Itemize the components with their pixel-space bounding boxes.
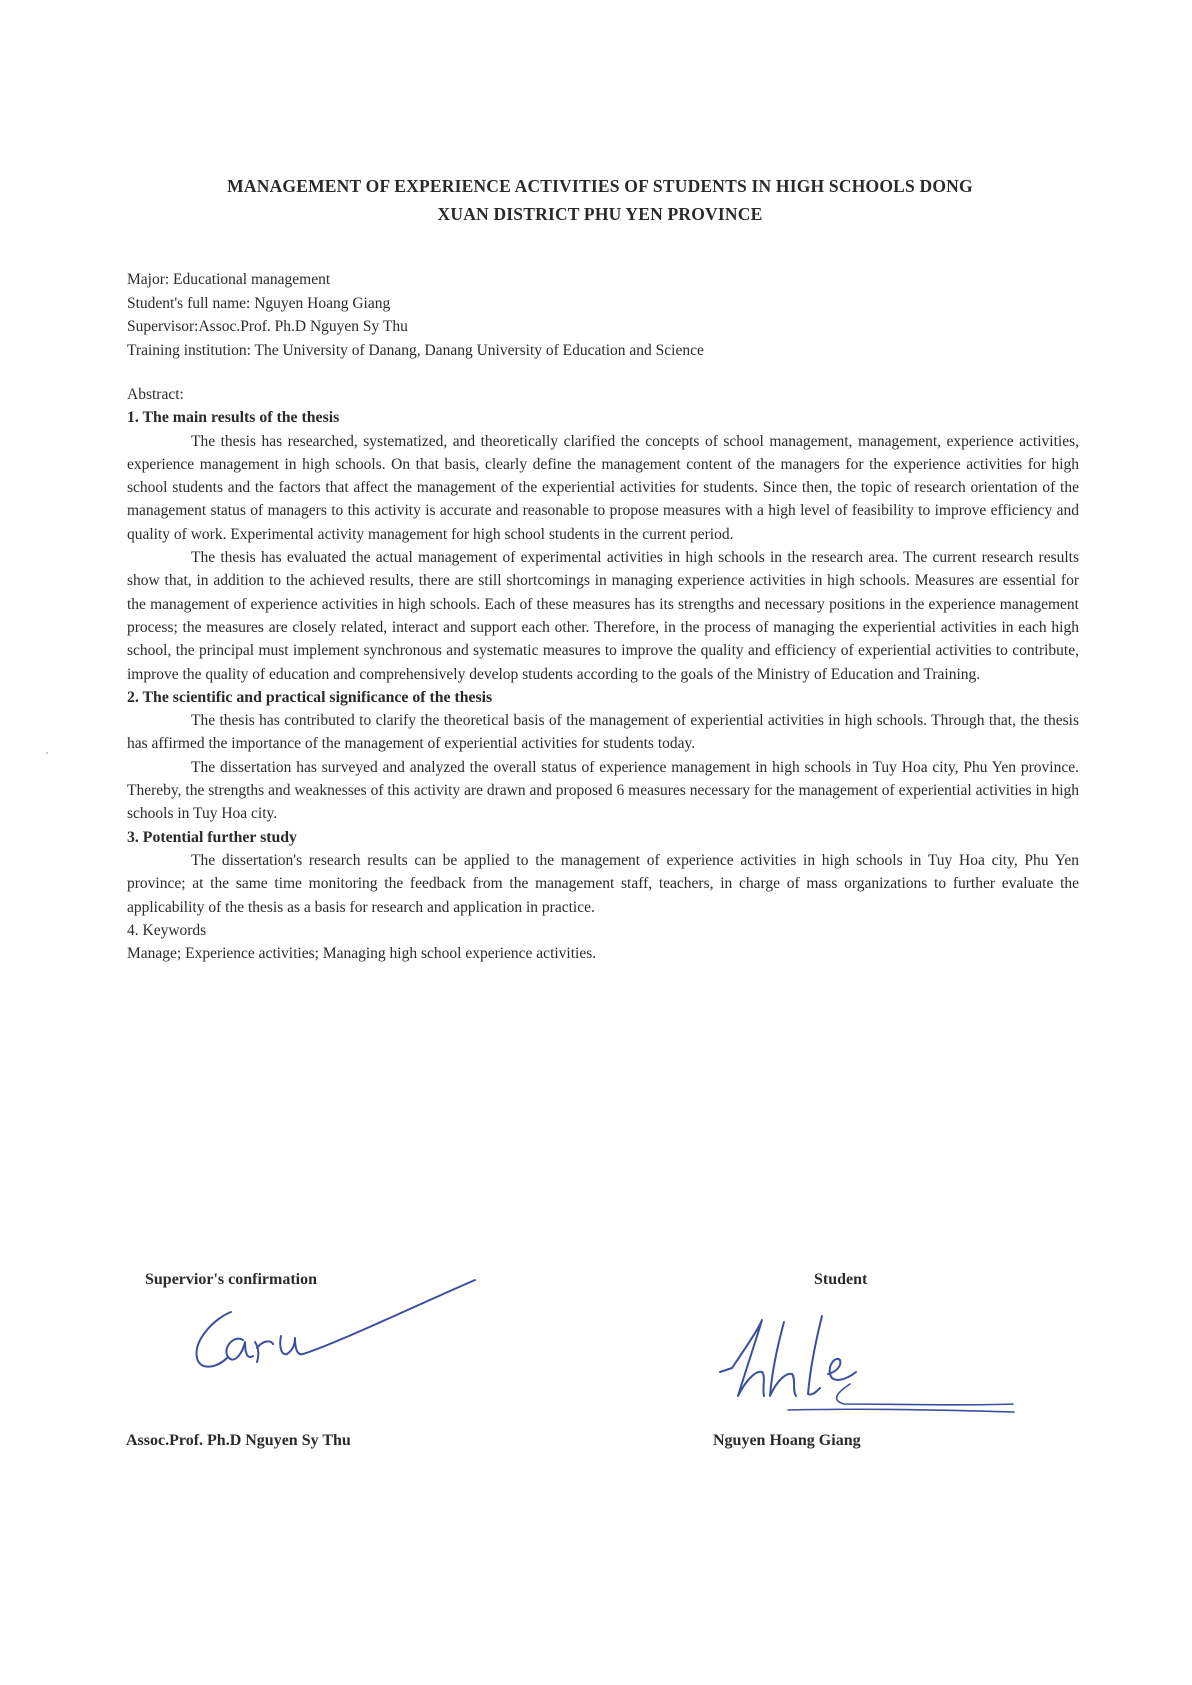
major-line: Major: Educational management [127,271,331,288]
section-1-paragraph-1: The thesis has researched, systematized, and theoretically clarified the concepts of school management, management, experience activities, experience management in high schools. On that basis, clearly define the management content of the managers for the experience activities for high school students and the factors that affect the management of the experiential activities for students. Since then, the topic of research orientation of the management status of managers to this activity is accurate and reasonable to propose measures with a high level of feasibility to improve efficiency and quality of work. Experimental activity management for high school students in the current period. [127,432,1079,543]
supervisor-signature [185,1278,485,1388]
student-name-line: Student's full name: Nguyen Hoang Giang [127,294,391,312]
student-label: Student [814,1271,868,1288]
thesis-title-line-1: MANAGEMENT OF EXPERIENCE ACTIVITIES OF STUDENTS IN HIGH SCHOOLS DONG [227,176,973,196]
supervisor-line: Supervisor:Assoc.Prof. Ph.D Nguyen Sy Thu [127,318,408,335]
institution-line: Training institution: The University of Danang, Danang University of Education and Science [127,341,704,359]
abstract-label: Abstract: [127,386,184,403]
section-2-paragraph-1: The thesis has contributed to clarify the theoretical basis of the management of experiential activities in high schools. Through that, the thesis has affirmed the importance of the management of experiential activities for students today. [127,712,1079,753]
student-printed-name: Nguyen Hoang Giang [713,1432,861,1449]
thesis-title-line-2: XUAN DISTRICT PHU YEN PROVINCE [437,204,763,224]
thesis-metadata [127,268,1077,362]
abstract-body [127,383,1079,965]
section-3-paragraph-1: The dissertation's research results can be applied to the management of experience activities in high schools in Tuy Hoa city, Phu Yen province; at the same time monitoring the feedback from the management staff, teachers, in charge of mass organizations to further evaluate the applicability of the thesis as a basis for research and application in practice. [127,851,1079,916]
section-2-paragraph-2: The dissertation has surveyed and analyzed the overall status of experience management in high schools in Tuy Hoa city, Phu Yen province. Thereby, the strengths and weaknesses of this activity are drawn and proposed 6 measures necessary for the management of experiential activities in high schools in Tuy Hoa city. [127,758,1079,823]
section-3-heading: 3. Potential further study [127,828,297,846]
thesis-title [120,172,1080,228]
section-1-paragraph-2: The thesis has evaluated the actual management of experimental activities in high schools in the research area. The current research results show that, in addition to the achieved results, there are still shortcomings in managing experience activities in high schools. Measures are essential for the management of experience activities in high schools. Each of these measures has its strengths and necessary positions in the experience management process; the measures are closely related, interact and support each other. Therefore, in the process of managing the experiential activities in each high school, the principal must implement synchronous and systematic measures to improve the quality and efficiency of experiential activities to contribute, improve the quality of education and comprehensively develop students according to the goals of the Ministry of Education and Training. [127,549,1079,683]
section-2-heading: 2. The scientific and practical significance of the thesis [127,688,493,706]
supervisor-printed-name: Assoc.Prof. Ph.D Nguyen Sy Thu [126,1432,351,1449]
section-1-heading: 1. The main results of the thesis [127,409,340,427]
scan-speck [46,752,48,754]
supervisor-confirmation-label: Supervior's confirmation [145,1271,317,1288]
student-signature [718,1300,1018,1430]
keywords-text: Manage; Experience activities; Managing high school experience activities. [127,945,597,963]
section-4-heading: 4. Keywords [127,921,207,939]
